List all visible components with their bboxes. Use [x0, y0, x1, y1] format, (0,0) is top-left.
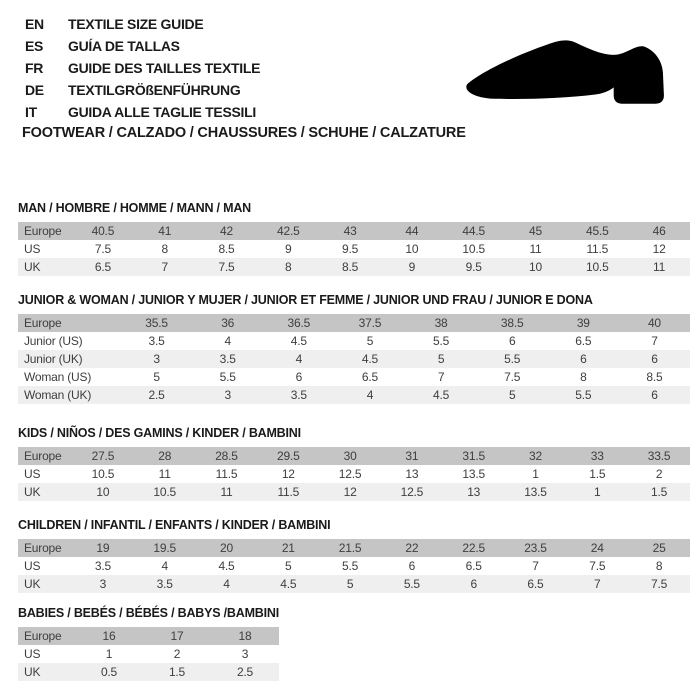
size-cell: 1: [75, 645, 143, 663]
size-cell: 11.5: [566, 240, 628, 258]
language-row: [25, 35, 260, 57]
size-cell: 7: [505, 557, 567, 575]
size-cell: 5: [334, 332, 405, 350]
size-cell: 10.5: [134, 483, 196, 501]
size-cell: 31.5: [443, 447, 505, 465]
table-row: [18, 314, 690, 332]
row-label: Europe: [18, 539, 72, 557]
size-cell: 10.5: [72, 465, 134, 483]
size-cell: 44: [381, 222, 443, 240]
size-cell: 5: [406, 350, 477, 368]
size-cell: 43: [319, 222, 381, 240]
size-cell: 5.5: [548, 386, 619, 404]
size-cell: 8: [134, 240, 196, 258]
size-cell: 11: [505, 240, 567, 258]
size-cell: 3.5: [192, 350, 263, 368]
size-cell: 8.5: [319, 258, 381, 276]
size-cell: 42: [196, 222, 258, 240]
size-table-section-children: [18, 518, 690, 593]
size-cell: 3.5: [134, 575, 196, 593]
size-cell: 3.5: [263, 386, 334, 404]
size-cell: 7.5: [196, 258, 258, 276]
size-cell: 1.5: [566, 465, 628, 483]
size-cell: 5: [477, 386, 548, 404]
size-cell: 44.5: [443, 222, 505, 240]
size-cell: 12: [628, 240, 690, 258]
size-table-kids: [18, 447, 690, 501]
size-cell: 28: [134, 447, 196, 465]
size-cell: 5.5: [319, 557, 381, 575]
size-cell: 3.5: [121, 332, 192, 350]
size-table-babies: [18, 627, 279, 681]
size-cell: 37.5: [334, 314, 405, 332]
size-cell: 1: [566, 483, 628, 501]
size-cell: 13: [443, 483, 505, 501]
size-cell: 33.5: [628, 447, 690, 465]
table-row: [18, 663, 279, 681]
table-row: [18, 483, 690, 501]
table-row: [18, 627, 279, 645]
size-cell: 40.5: [72, 222, 134, 240]
size-cell: 25: [628, 539, 690, 557]
size-cell: 6: [548, 350, 619, 368]
language-code: ES: [25, 38, 44, 54]
size-cell: 7: [619, 332, 690, 350]
language-guide-title: GUÍA DE TALLAS: [68, 38, 180, 54]
size-cell: 30: [319, 447, 381, 465]
size-cell: 23.5: [505, 539, 567, 557]
size-cell: 13.5: [443, 465, 505, 483]
size-table-section-man: [18, 201, 690, 276]
row-label: US: [18, 645, 75, 663]
table-row: [18, 222, 690, 240]
size-cell: 46: [628, 222, 690, 240]
size-cell: 11: [196, 483, 258, 501]
size-cell: 6: [619, 386, 690, 404]
size-cell: 4.5: [257, 575, 319, 593]
size-table-section-babies: [18, 606, 279, 681]
size-cell: 20: [196, 539, 258, 557]
size-cell: 3: [121, 350, 192, 368]
category-title: FOOTWEAR / CALZADO / CHAUSSURES / SCHUHE / CALZATURE: [22, 125, 466, 141]
row-label: Woman (US): [18, 368, 121, 386]
size-cell: 10: [381, 240, 443, 258]
size-cell: 4: [196, 575, 258, 593]
size-table-section-kids: [18, 426, 690, 501]
size-cell: 22.5: [443, 539, 505, 557]
table-row: [18, 368, 690, 386]
size-cell: 19: [72, 539, 134, 557]
size-cell: 7.5: [566, 557, 628, 575]
language-title-list: [25, 13, 260, 123]
size-cell: 10.5: [443, 240, 505, 258]
size-cell: 7: [406, 368, 477, 386]
table-row: [18, 465, 690, 483]
table-row: [18, 557, 690, 575]
language-guide-title: TEXTILGRÖßENFÜHRUNG: [68, 82, 241, 98]
size-cell: 36.5: [263, 314, 334, 332]
size-cell: 5.5: [192, 368, 263, 386]
size-cell: 2.5: [211, 663, 279, 681]
size-cell: 3: [211, 645, 279, 663]
size-cell: 5: [257, 557, 319, 575]
table-row: [18, 332, 690, 350]
size-cell: 22: [381, 539, 443, 557]
size-cell: 18: [211, 627, 279, 645]
size-cell: 1.5: [628, 483, 690, 501]
size-cell: 8: [628, 557, 690, 575]
size-cell: 4: [134, 557, 196, 575]
size-cell: 7: [566, 575, 628, 593]
row-label: Woman (UK): [18, 386, 121, 404]
row-label: UK: [18, 575, 72, 593]
size-cell: 13.5: [505, 483, 567, 501]
size-cell: 41: [134, 222, 196, 240]
size-cell: 11.5: [196, 465, 258, 483]
language-row: [25, 79, 260, 101]
size-cell: 2.5: [121, 386, 192, 404]
language-guide-title: GUIDA ALLE TAGLIE TESSILI: [68, 104, 256, 120]
size-cell: 6.5: [443, 557, 505, 575]
size-table-children: [18, 539, 690, 593]
size-cell: 7.5: [72, 240, 134, 258]
size-cell: 2: [143, 645, 211, 663]
size-table-title: CHILDREN / INFANTIL / ENFANTS / KINDER / BAMBINI: [18, 518, 331, 532]
size-cell: 31: [381, 447, 443, 465]
size-cell: 0.5: [75, 663, 143, 681]
size-cell: 42.5: [257, 222, 319, 240]
row-label: US: [18, 465, 72, 483]
size-cell: 40: [619, 314, 690, 332]
language-row: [25, 101, 260, 123]
size-cell: 16: [75, 627, 143, 645]
size-cell: 11.5: [257, 483, 319, 501]
size-cell: 4: [334, 386, 405, 404]
table-row: [18, 350, 690, 368]
language-code: EN: [25, 16, 44, 32]
size-cell: 2: [628, 465, 690, 483]
size-cell: 5.5: [381, 575, 443, 593]
size-cell: 7.5: [628, 575, 690, 593]
size-cell: 24: [566, 539, 628, 557]
size-cell: 1.5: [143, 663, 211, 681]
size-cell: 4.5: [196, 557, 258, 575]
row-label: US: [18, 557, 72, 575]
size-cell: 45.5: [566, 222, 628, 240]
size-cell: 12.5: [381, 483, 443, 501]
size-cell: 8: [548, 368, 619, 386]
size-cell: 38: [406, 314, 477, 332]
size-cell: 9: [257, 240, 319, 258]
size-cell: 45: [505, 222, 567, 240]
size-cell: 10.5: [566, 258, 628, 276]
row-label: Europe: [18, 222, 72, 240]
table-row: [18, 386, 690, 404]
size-cell: 8.5: [619, 368, 690, 386]
size-cell: 6: [619, 350, 690, 368]
row-label: Junior (US): [18, 332, 121, 350]
size-cell: 21.5: [319, 539, 381, 557]
size-cell: 6: [477, 332, 548, 350]
shoe-icon: [462, 36, 667, 112]
row-label: UK: [18, 483, 72, 501]
size-cell: 35.5: [121, 314, 192, 332]
language-guide-title: TEXTILE SIZE GUIDE: [68, 16, 204, 32]
size-cell: 29.5: [257, 447, 319, 465]
size-cell: 11: [134, 465, 196, 483]
size-table-title: KIDS / NIÑOS / DES GAMINS / KINDER / BAMBINI: [18, 426, 301, 440]
size-cell: 3.5: [72, 557, 134, 575]
size-table-title: JUNIOR & WOMAN / JUNIOR Y MUJER / JUNIOR ET FEMME / JUNIOR UND FRAU / JUNIOR E DONA: [18, 293, 593, 307]
size-cell: 7.5: [477, 368, 548, 386]
size-cell: 21: [257, 539, 319, 557]
size-cell: 33: [566, 447, 628, 465]
size-cell: 7: [134, 258, 196, 276]
size-table-title: BABIES / BEBÉS / BÉBÉS / BABYS /BAMBINI: [18, 606, 279, 620]
size-cell: 6: [443, 575, 505, 593]
row-label: Europe: [18, 314, 121, 332]
language-guide-title: GUIDE DES TAILLES TEXTILE: [68, 60, 261, 76]
size-cell: 6.5: [72, 258, 134, 276]
size-table-man: [18, 222, 690, 276]
language-row: [25, 57, 260, 79]
size-cell: 32: [505, 447, 567, 465]
table-row: [18, 539, 690, 557]
table-row: [18, 240, 690, 258]
size-cell: 3: [72, 575, 134, 593]
size-table-junior: [18, 314, 690, 404]
language-code: DE: [25, 82, 44, 98]
table-row: [18, 645, 279, 663]
size-cell: 5: [319, 575, 381, 593]
size-table-section-junior: [18, 293, 690, 404]
size-cell: 19.5: [134, 539, 196, 557]
size-cell: 12: [257, 465, 319, 483]
size-cell: 8: [257, 258, 319, 276]
size-cell: 6: [381, 557, 443, 575]
language-row: [25, 13, 260, 35]
row-label: UK: [18, 663, 75, 681]
size-cell: 36: [192, 314, 263, 332]
size-cell: 9.5: [319, 240, 381, 258]
size-cell: 4: [192, 332, 263, 350]
table-row: [18, 258, 690, 276]
size-cell: 6.5: [334, 368, 405, 386]
size-cell: 4.5: [263, 332, 334, 350]
size-cell: 4.5: [334, 350, 405, 368]
size-cell: 28.5: [196, 447, 258, 465]
table-row: [18, 447, 690, 465]
size-cell: 8.5: [196, 240, 258, 258]
size-cell: 6.5: [548, 332, 619, 350]
size-cell: 4.5: [406, 386, 477, 404]
size-cell: 6.5: [505, 575, 567, 593]
size-cell: 9.5: [443, 258, 505, 276]
size-cell: 39: [548, 314, 619, 332]
row-label: Junior (UK): [18, 350, 121, 368]
size-cell: 10: [505, 258, 567, 276]
size-cell: 38.5: [477, 314, 548, 332]
size-cell: 10: [72, 483, 134, 501]
row-label: UK: [18, 258, 72, 276]
size-cell: 17: [143, 627, 211, 645]
size-cell: 12.5: [319, 465, 381, 483]
size-cell: 12: [319, 483, 381, 501]
size-cell: 4: [263, 350, 334, 368]
table-row: [18, 575, 690, 593]
row-label: US: [18, 240, 72, 258]
language-code: IT: [25, 104, 37, 120]
size-table-title: MAN / HOMBRE / HOMME / MANN / MAN: [18, 201, 251, 215]
size-cell: 27.5: [72, 447, 134, 465]
size-cell: 1: [505, 465, 567, 483]
size-cell: 3: [192, 386, 263, 404]
row-label: Europe: [18, 627, 75, 645]
row-label: Europe: [18, 447, 72, 465]
size-cell: 5.5: [406, 332, 477, 350]
language-code: FR: [25, 60, 44, 76]
size-cell: 6: [263, 368, 334, 386]
size-cell: 5.5: [477, 350, 548, 368]
size-cell: 13: [381, 465, 443, 483]
size-cell: 9: [381, 258, 443, 276]
size-cell: 11: [628, 258, 690, 276]
size-cell: 5: [121, 368, 192, 386]
